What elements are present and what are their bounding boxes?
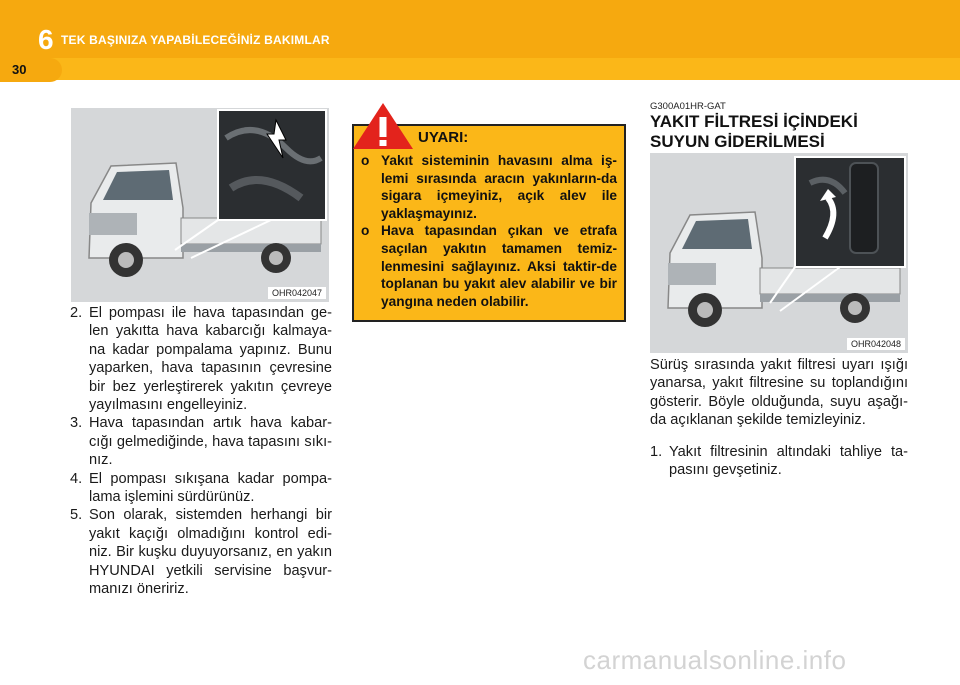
- list-item: 2. El pompası ile hava tapasından ge-len yakıtta hava kabarcığı kalmaya-na kadar pompalama yapınız. Bunu yaparken, hava tapasının çevresine bir bez yerleştirerek yakıtın çevreye yayılmasını engelleyiniz.: [70, 305, 332, 414]
- section-code: G300A01HR-GAT: [650, 101, 726, 112]
- watermark: carmanualsonline.info: [583, 645, 847, 675]
- chapter-title: TEK BAŞINIZA YAPABİLECEĞİNİZ BAKIMLAR: [61, 33, 330, 47]
- list-item: 3. Hava tapasından artık hava kabar-cığı gelmediğinde, hava tapasını sıkı-nız.: [70, 415, 332, 469]
- section-title: YAKIT FİLTRESİ İÇİNDEKİ SUYUN GİDERİLMESİ: [650, 112, 858, 151]
- photo-code: OHR042047: [268, 287, 326, 299]
- header-bar: [0, 0, 960, 58]
- warning-triangle-icon: [351, 101, 415, 151]
- list-item: 4. El pompası sıkışana kadar pompa-lama işlemini sürdürünüz.: [70, 470, 332, 506]
- right-step-list: [650, 443, 908, 480]
- right-photo: [650, 153, 908, 353]
- left-step-list: [70, 304, 332, 599]
- warning-list: [360, 152, 617, 310]
- right-paragraph: Sürüş sırasında yakıt filtresi uyarı ışığı yanarsa, yakıt filtresine su toplandığını gösterir. Böyle olduğunda, suyu aşağı-da açıklanan şekilde temizleyiniz.: [650, 357, 908, 429]
- left-photo: [71, 108, 329, 302]
- page-tab: [0, 58, 62, 82]
- chapter-number: 6: [38, 24, 54, 55]
- truck-engine-photo: [71, 108, 329, 302]
- list-item: o Hava tapasından çıkan ve etrafa saçılan yakıtın tamamen temiz-lenmesini sağlayınız. Aksi taktir-de toplanan bu yakıt alev alabilir ve bir yangına neden olabilir.: [361, 223, 617, 309]
- photo-code: OHR042048: [847, 338, 905, 350]
- truck-filter-photo: [650, 153, 908, 353]
- list-item: 1. Yakıt filtresinin altındaki tahliye ta-pasını gevşetiniz.: [650, 444, 908, 479]
- page-number: 30: [12, 62, 27, 77]
- list-item: 5. Son olarak, sistemden herhangi bir yakıt kaçığı olmadığını kontrol edi-niz. Bir kuşku duyuyorsanız, en yakın HYUNDAI yetkili servisine başvur-manızı öneririz.: [70, 507, 332, 598]
- list-item: o Yakıt sisteminin havasını alma iş-lemi sırasında aracın yakınların-da sigara içmeyiniz, açık alev ile yaklaşmayınız.: [361, 153, 617, 221]
- warning-title: UYARI:: [418, 129, 469, 146]
